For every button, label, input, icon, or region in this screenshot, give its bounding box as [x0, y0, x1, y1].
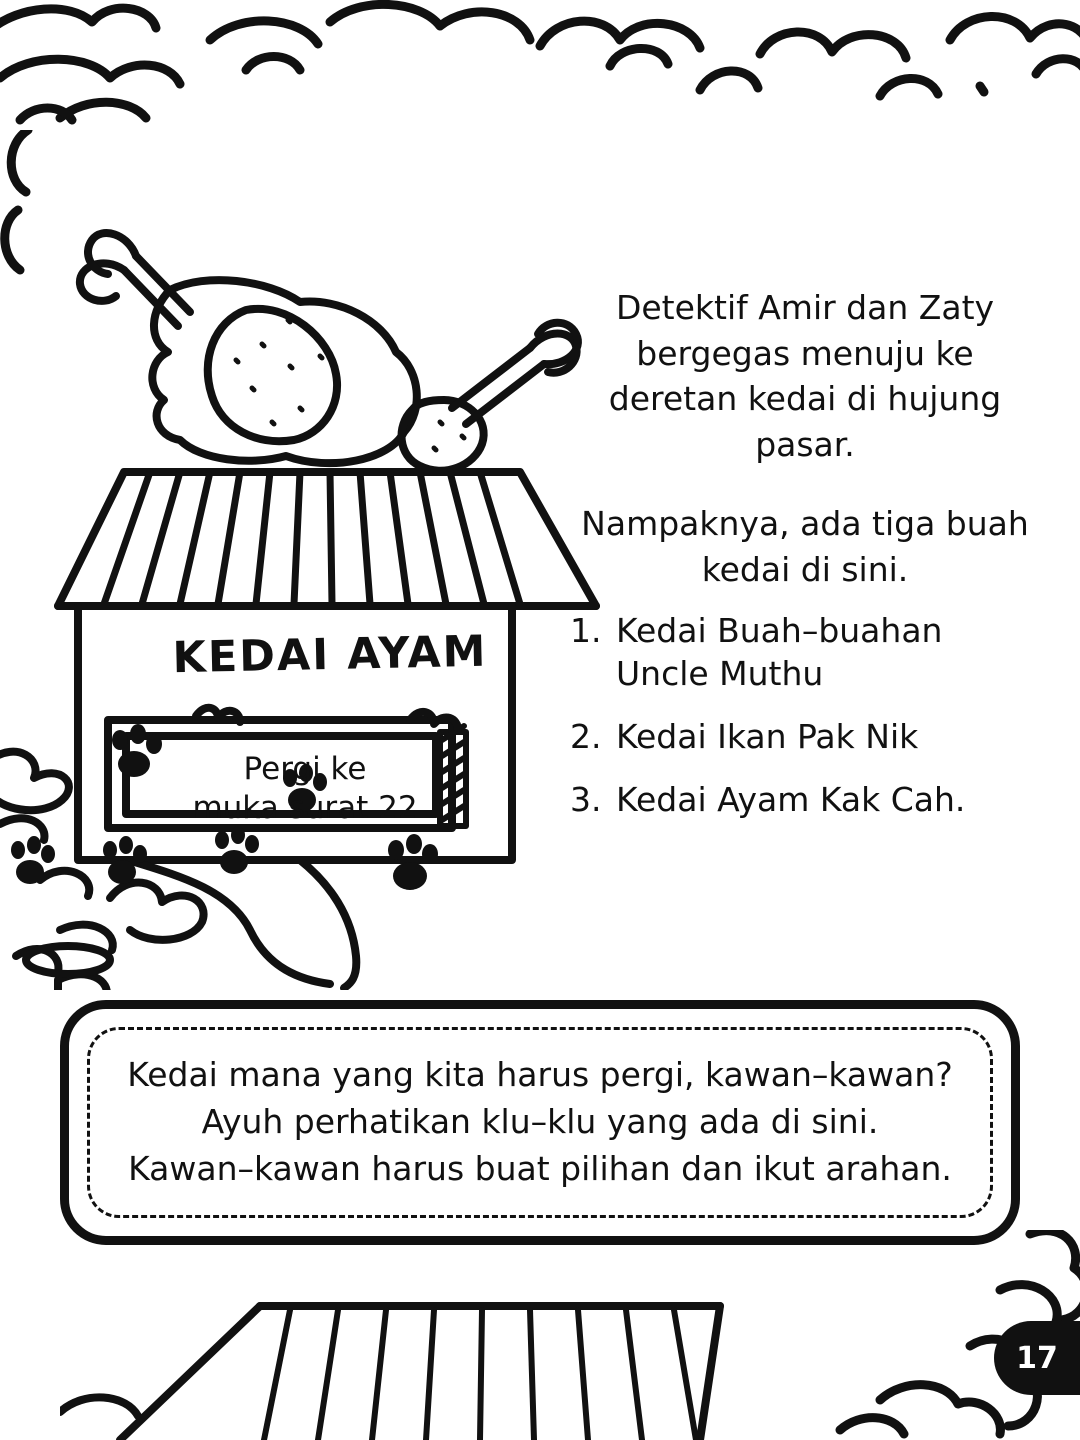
instruction-line-3: Kawan–kawan harus buat pilihan dan ikut arahan.: [128, 1148, 952, 1188]
narrative-paragraph-2: Nampaknya, ada tiga buah kedai di sini.: [581, 504, 1029, 589]
list-item-label: Kedai Ayam Kak Cah.: [616, 779, 966, 819]
narrative-paragraph-1: Detektif Amir dan Zaty bergegas menuju ke deretan kedai di hujung pasar.: [608, 288, 1002, 464]
page-number: 17: [1016, 1340, 1058, 1376]
list-item: [570, 779, 1040, 822]
list-item-label: Kedai Buah–buahan Uncle Muthu: [616, 611, 943, 694]
list-item-number: 1.: [570, 611, 602, 651]
page-number-badge: [994, 1321, 1080, 1395]
shop-list: [570, 610, 1040, 822]
shop-illustration: [0, 160, 620, 990]
instruction-text: [105, 1052, 975, 1193]
shop-door-instruction: [160, 750, 450, 828]
shop-sign-label: KEDAI AYAM: [172, 626, 488, 684]
instruction-box: [60, 1000, 1020, 1245]
list-item-number: 2.: [570, 716, 602, 756]
narrative-column: [570, 285, 1040, 842]
instruction-line-1: Kedai mana yang kita harus pergi, kawan–kawan?: [127, 1055, 953, 1095]
list-item-label: Kedai Ikan Pak Nik: [616, 716, 919, 756]
list-item: [570, 716, 1040, 759]
market-stall-awning-icon: [60, 1280, 780, 1440]
list-item-number: 3.: [570, 779, 602, 819]
instruction-line-2: Ayuh perhatikan klu–klu yang ada di sini.: [201, 1102, 879, 1142]
door-text-line-2: muka surat 22: [192, 789, 418, 826]
door-text-line-1: Pergi ke: [243, 751, 367, 787]
instruction-box-inner-border: [87, 1027, 993, 1218]
list-item: [570, 610, 1040, 696]
cloud-icon-top: [0, 0, 1080, 150]
